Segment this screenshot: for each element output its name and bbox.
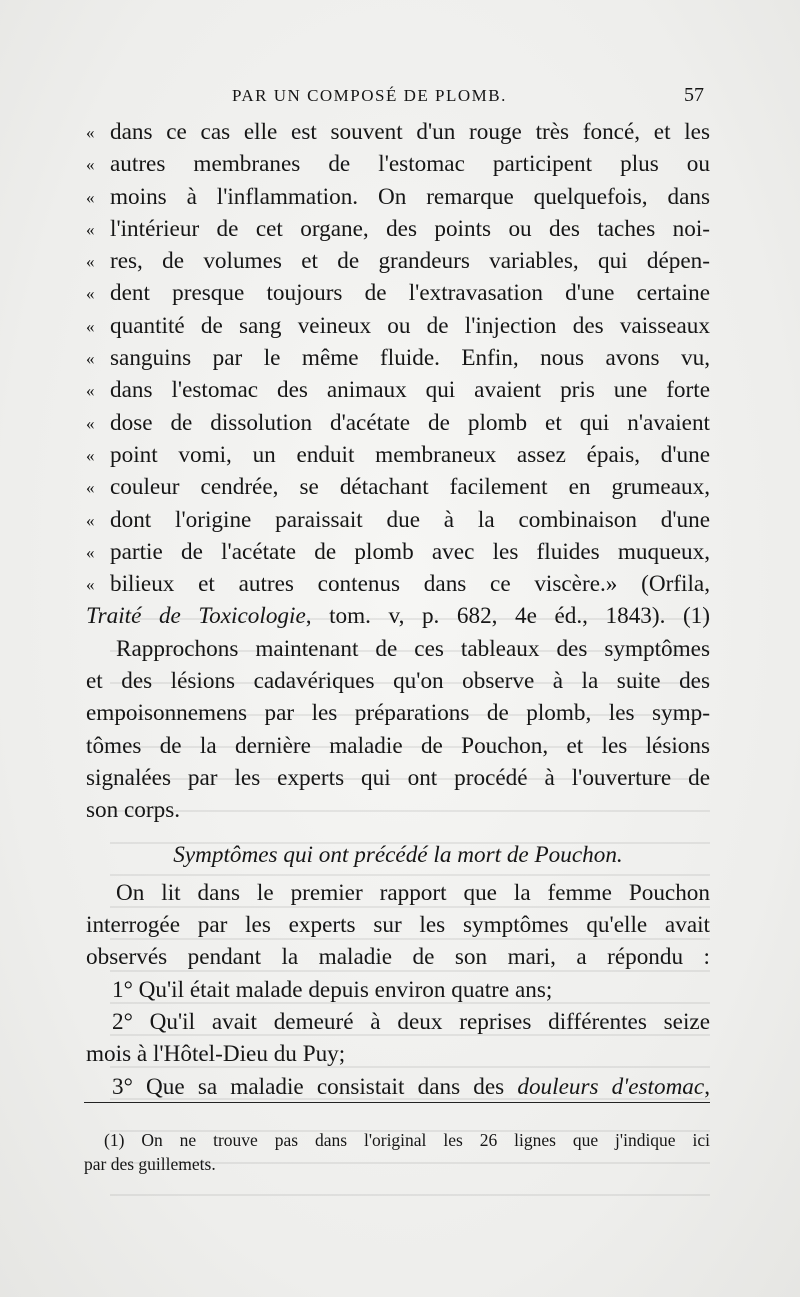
quoted-line: « l'intérieur de cet organe, des points ou des taches noi- xyxy=(86,213,710,245)
paragraph-line: signalées par les experts qui ont procédé à l'ouverture de xyxy=(86,764,710,791)
running-title: PAR UN COMPOSÉ DE PLOMB. xyxy=(232,86,507,105)
citation-rest: , tom. v, p. 682, 4e éd., 1843). (1) xyxy=(305,603,710,630)
citation-line xyxy=(86,600,710,632)
paragraph-line: et des lésions cadavériques qu'on observe à la suite des xyxy=(86,668,710,695)
footnote-line: par des guillemets. xyxy=(84,1154,216,1174)
body-text xyxy=(86,116,710,1103)
paragraph-line: Rapprochons maintenant de ces tableaux des symptômes xyxy=(116,635,710,662)
quoted-line: « couleur cendrée, se détachant facilement en grumeaux, xyxy=(86,471,710,503)
last-line-italic: douleurs d'estomac xyxy=(517,1073,705,1100)
quoted-line: « dont l'origine paraissait due à la combinaison d'une xyxy=(86,504,710,536)
section-heading: Symptômes qui ont précédé la mort de Pouchon. xyxy=(173,841,623,868)
quoted-line: « quantité de sang veineux ou de l'injection des vaisseaux xyxy=(86,310,710,342)
paragraph-line: tômes de la dernière maladie de Pouchon, et les lésions xyxy=(86,732,710,759)
citation-work: Traité de Toxicologie xyxy=(86,603,306,630)
quoted-line: « bilieux et autres contenus dans ce viscère.» (Orfila, xyxy=(86,568,710,600)
quoted-line: « dans l'estomac des animaux qui avaient pris une forte xyxy=(86,374,710,406)
quoted-line: « point vomi, un enduit membraneux assez épais, d'une xyxy=(86,439,710,471)
footnote xyxy=(84,1128,710,1176)
last-line-plain: 3° Que sa maladie consistait dans des xyxy=(112,1073,518,1100)
paragraph-line: interrogée par les experts sur les symptômes qu'elle avait xyxy=(86,912,710,939)
quoted-line: « partie de l'acétate de plomb avec les fluides muqueux, xyxy=(86,536,710,568)
paragraph-line: observés pendant la maladie de son mari, a répondu : xyxy=(86,944,710,971)
quoted-line: « dose de dissolution d'acétate de plomb et qui n'avaient xyxy=(86,407,710,439)
quoted-line: « res, de volumes et de grandeurs variables, qui dépen- xyxy=(86,245,710,277)
quoted-line: « dans ce cas elle est souvent d'un rouge très foncé, et les xyxy=(86,116,710,148)
paragraph-line: son corps. xyxy=(86,797,181,824)
page-number: 57 xyxy=(684,84,704,106)
quoted-line: « moins à l'inflammation. On remarque quelquefois, dans xyxy=(86,181,710,213)
quoted-line: « sanguins par le même fluide. Enfin, nous avons vu, xyxy=(86,342,710,374)
quoted-line: « autres membranes de l'estomac participent plus ou xyxy=(86,148,710,180)
list-item: 1° Qu'il était malade depuis environ quatre ans; xyxy=(112,976,553,1003)
footnote-line: (1) On ne trouve pas dans l'original les 26 lignes que j'indique ici xyxy=(104,1130,710,1150)
page-header xyxy=(82,82,712,112)
list-item: mois à l'Hôtel-Dieu du Puy; xyxy=(86,1041,346,1068)
last-line-trail: , xyxy=(704,1073,710,1100)
list-item: 2° Qu'il avait demeuré à deux reprises différentes seize xyxy=(112,1009,710,1036)
paragraph-line: empoisonnemens par les préparations de plomb, les symp- xyxy=(86,700,710,727)
quoted-line: « dent presque toujours de l'extravasation d'une certaine xyxy=(86,277,710,309)
paragraph-line: On lit dans le premier rapport que la femme Pouchon xyxy=(116,879,710,906)
last-line xyxy=(86,1071,710,1103)
footnote-rule xyxy=(84,1102,710,1103)
